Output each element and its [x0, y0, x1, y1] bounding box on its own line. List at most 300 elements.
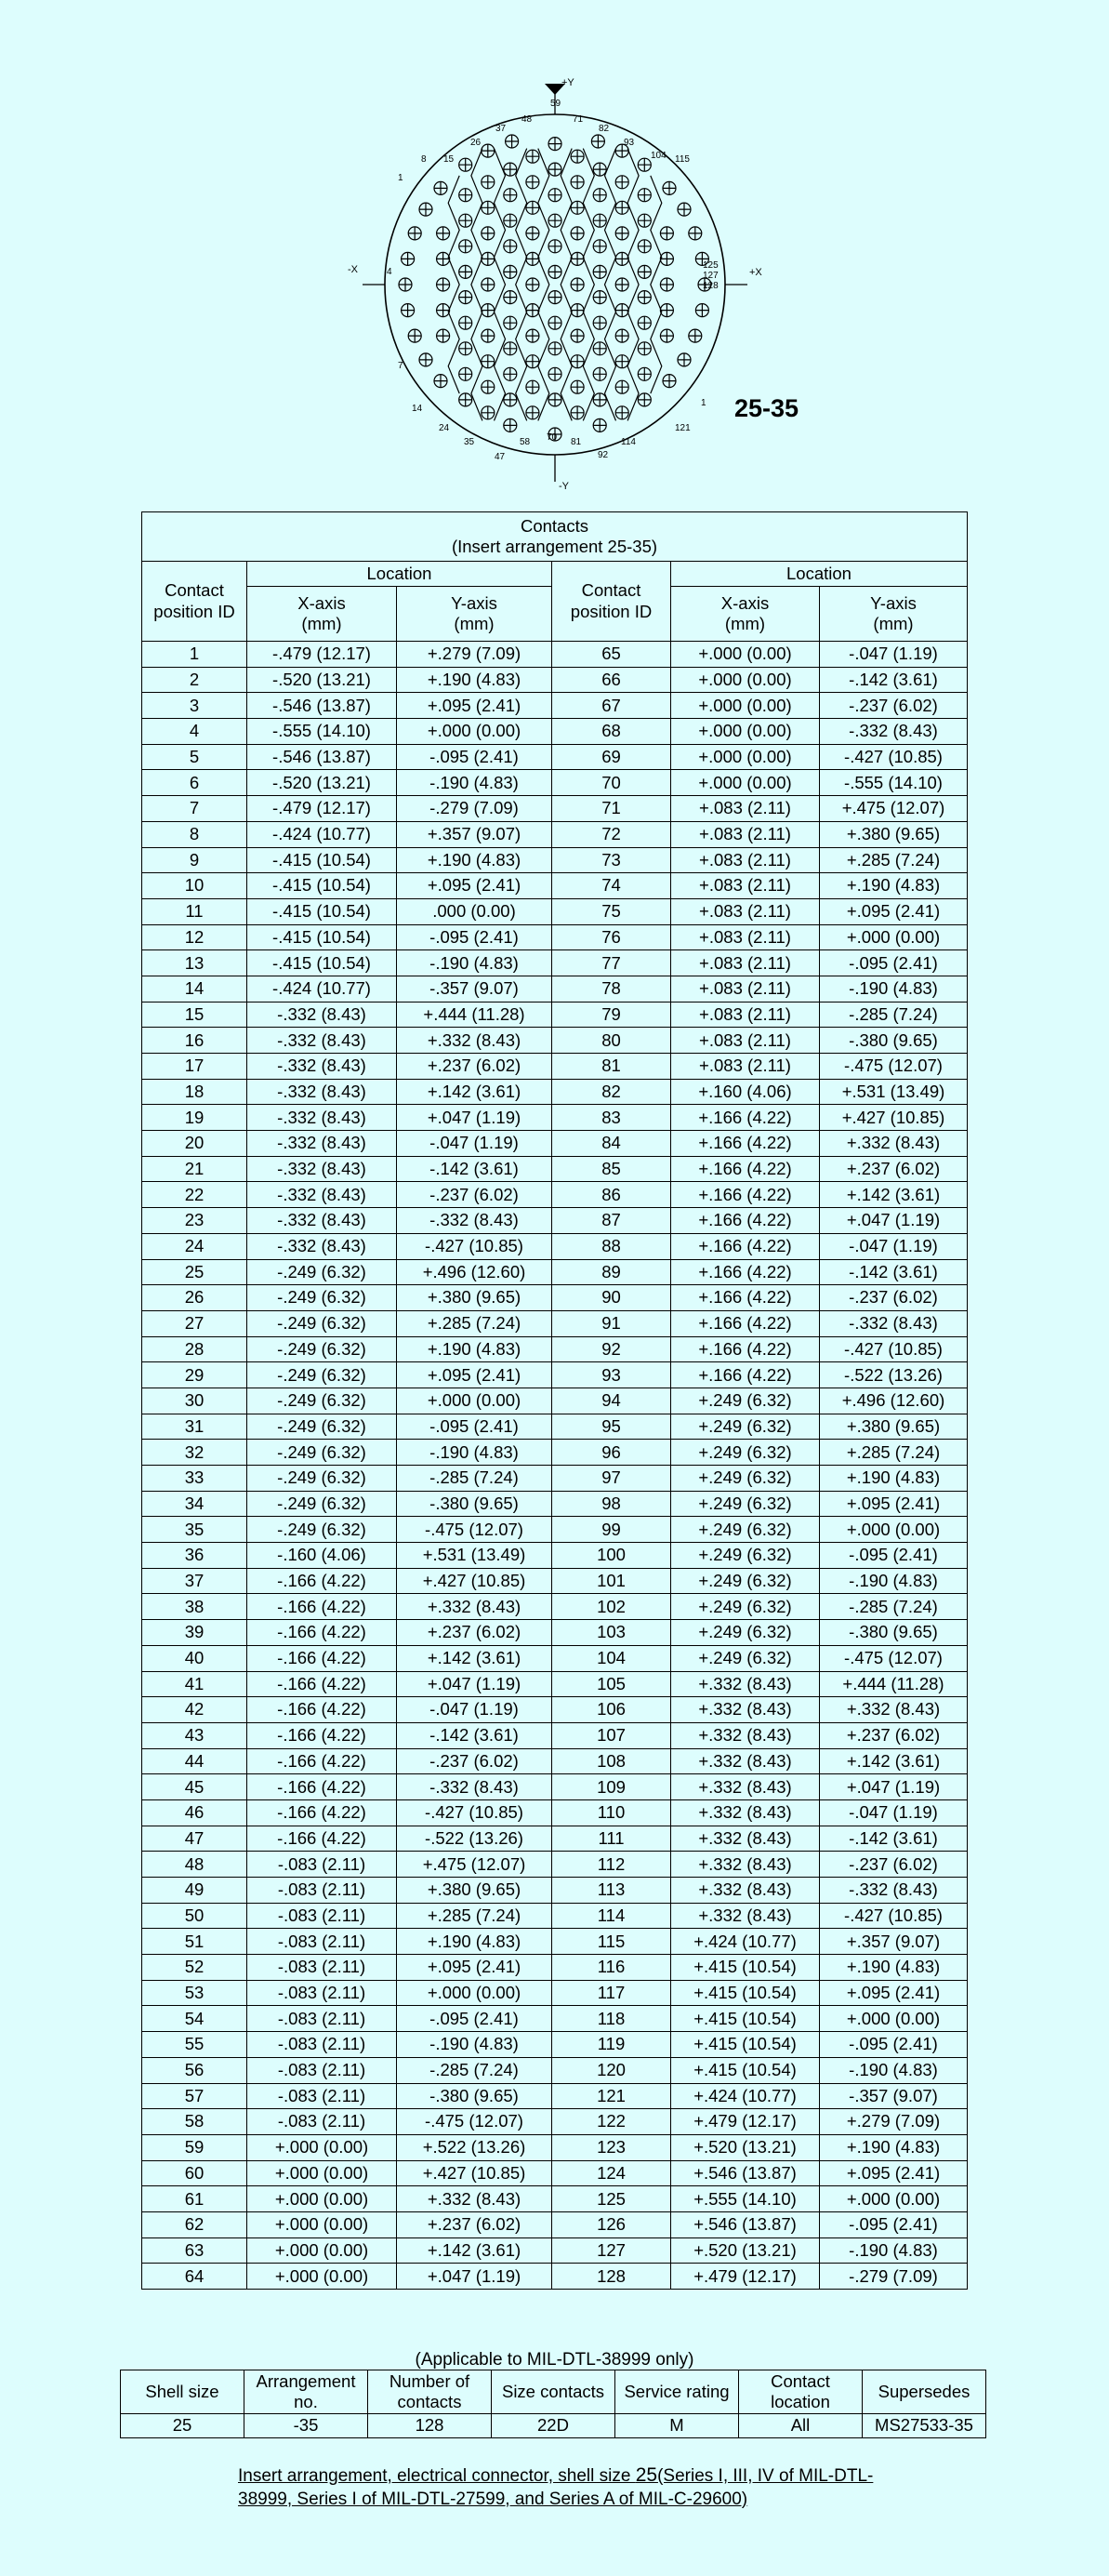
col-header-location-left: Location: [247, 562, 552, 587]
spec-value-service-rating: M: [615, 2414, 739, 2437]
table-row: [142, 1182, 968, 1208]
table-cell: -.190 (4.83): [397, 950, 552, 976]
table-cell: 47: [142, 1826, 247, 1852]
table-cell: -.095 (2.41): [820, 1543, 968, 1569]
table-title-cell: [142, 512, 968, 562]
table-cell: +.285 (7.24): [820, 1440, 968, 1466]
table-title: Contacts: [520, 515, 588, 536]
diag-num: 128: [703, 281, 719, 291]
table-cell: +.444 (11.28): [820, 1671, 968, 1697]
table-cell: 5: [142, 744, 247, 770]
table-cell: +.190 (4.83): [820, 1955, 968, 1981]
table-cell: -.285 (7.24): [820, 1594, 968, 1620]
table-cell: -.332 (8.43): [820, 1310, 968, 1336]
diag-num: 114: [621, 437, 636, 447]
table-cell: -.047 (1.19): [397, 1697, 552, 1723]
table-cell: 30: [142, 1388, 247, 1414]
table-cell: -.332 (8.43): [247, 1182, 397, 1208]
col-header-x-right: X-axis (mm): [671, 587, 820, 642]
table-cell: +.332 (8.43): [671, 1799, 820, 1826]
table-cell: -.249 (6.32): [247, 1517, 397, 1543]
diag-num: 93: [624, 138, 635, 148]
table-row: [142, 1826, 968, 1852]
table-cell: 40: [142, 1645, 247, 1671]
table-cell: +.415 (10.54): [671, 2057, 820, 2083]
table-cell: +.166 (4.22): [671, 1259, 820, 1285]
table-cell: -.332 (8.43): [247, 1233, 397, 1259]
table-row: [142, 2134, 968, 2160]
table-cell: -.083 (2.11): [247, 2032, 397, 2058]
table-cell: 106: [552, 1697, 671, 1723]
table-cell: +.000 (0.00): [671, 770, 820, 796]
contact-grid: [399, 135, 711, 441]
table-cell: -.190 (4.83): [397, 770, 552, 796]
table-cell: -.555 (14.10): [820, 770, 968, 796]
table-cell: 119: [552, 2032, 671, 2058]
diag-num: 82: [599, 124, 610, 134]
table-cell: 61: [142, 2186, 247, 2212]
table-cell: -.332 (8.43): [247, 1002, 397, 1028]
table-cell: -.237 (6.02): [820, 1852, 968, 1878]
table-row: [142, 2006, 968, 2032]
table-cell: -.249 (6.32): [247, 1336, 397, 1362]
table-cell: 97: [552, 1466, 671, 1492]
table-cell: +.166 (4.22): [671, 1156, 820, 1182]
table-cell: 60: [142, 2160, 247, 2186]
table-cell: -.332 (8.43): [247, 1079, 397, 1105]
table-row: [142, 898, 968, 924]
table-cell: +.095 (2.41): [820, 1980, 968, 2006]
table-cell: 43: [142, 1722, 247, 1748]
table-cell: +.142 (3.61): [820, 1182, 968, 1208]
table-cell: -.095 (2.41): [397, 924, 552, 950]
table-cell: +.142 (3.61): [397, 2237, 552, 2264]
table-cell: +.000 (0.00): [247, 2211, 397, 2237]
table-row: [142, 719, 968, 745]
table-cell: +.166 (4.22): [671, 1285, 820, 1311]
spec-header-service-rating: Service rating: [615, 2370, 739, 2414]
table-cell: 127: [552, 2237, 671, 2264]
table-cell: -.546 (13.87): [247, 744, 397, 770]
table-cell: +.142 (3.61): [820, 1748, 968, 1774]
table-cell: 65: [552, 642, 671, 668]
table-cell: +.357 (9.07): [397, 821, 552, 847]
table-cell: +.047 (1.19): [820, 1208, 968, 1234]
table-cell: +.000 (0.00): [820, 2006, 968, 2032]
table-row: [142, 2264, 968, 2290]
table-cell: 50: [142, 1903, 247, 1929]
table-cell: 90: [552, 1285, 671, 1311]
table-cell: -.190 (4.83): [820, 2057, 968, 2083]
table-cell: 1: [142, 642, 247, 668]
table-cell: +.237 (6.02): [820, 1156, 968, 1182]
col-header-y-right: Y-axis (mm): [820, 587, 968, 642]
table-cell: -.415 (10.54): [247, 898, 397, 924]
table-cell: -.427 (10.85): [820, 1903, 968, 1929]
spec-value-arrangement: -35: [244, 2414, 368, 2437]
table-cell: 88: [552, 1233, 671, 1259]
table-cell: +.166 (4.22): [671, 1336, 820, 1362]
diag-num: 71: [573, 114, 584, 125]
table-row: [142, 1748, 968, 1774]
table-cell: +.083 (2.11): [671, 821, 820, 847]
table-cell: -.237 (6.02): [397, 1182, 552, 1208]
table-cell: +.427 (10.85): [820, 1105, 968, 1131]
diag-num: 59: [550, 99, 561, 109]
table-cell: 77: [552, 950, 671, 976]
table-cell: +.190 (4.83): [397, 667, 552, 693]
table-cell: +.415 (10.54): [671, 1980, 820, 2006]
spec-header-row: [121, 2370, 986, 2414]
table-cell: -.083 (2.11): [247, 2006, 397, 2032]
table-cell: +.000 (0.00): [247, 2186, 397, 2212]
table-row: [142, 1131, 968, 1157]
table-cell: -.357 (9.07): [397, 976, 552, 1002]
col-header-id-right: Contact position ID: [552, 562, 671, 642]
diag-num: 15: [443, 154, 455, 165]
table-cell: +.047 (1.19): [820, 1774, 968, 1800]
table-cell: +.479 (12.17): [671, 2109, 820, 2135]
table-row: [142, 2057, 968, 2083]
col-header-location-right: Location: [671, 562, 968, 587]
table-cell: -.142 (3.61): [397, 1722, 552, 1748]
table-cell: 115: [552, 1929, 671, 1955]
table-row: [142, 796, 968, 822]
table-cell: -.415 (10.54): [247, 847, 397, 873]
table-cell: +.047 (1.19): [397, 1671, 552, 1697]
table-cell: +.083 (2.11): [671, 976, 820, 1002]
table-cell: 107: [552, 1722, 671, 1748]
table-cell: -.249 (6.32): [247, 1285, 397, 1311]
table-row: [142, 1980, 968, 2006]
table-cell: -.047 (1.19): [820, 1799, 968, 1826]
diag-num: 7: [398, 361, 403, 371]
table-row: [142, 2211, 968, 2237]
table-cell: 48: [142, 1852, 247, 1878]
axis-label-left: -X: [348, 264, 358, 275]
table-row: [142, 1878, 968, 1904]
table-cell: +.237 (6.02): [820, 1722, 968, 1748]
table-cell: 11: [142, 898, 247, 924]
table-cell: -.166 (4.22): [247, 1799, 397, 1826]
table-cell: +.000 (0.00): [397, 1388, 552, 1414]
table-cell: 55: [142, 2032, 247, 2058]
table-cell: -.249 (6.32): [247, 1466, 397, 1492]
col-header-x-left: X-axis (mm): [247, 587, 397, 642]
table-cell: -.332 (8.43): [397, 1208, 552, 1234]
table-cell: -.166 (4.22): [247, 1722, 397, 1748]
table-cell: -.520 (13.21): [247, 770, 397, 796]
table-cell: +.479 (12.17): [671, 2264, 820, 2290]
table-cell: 123: [552, 2134, 671, 2160]
table-cell: -.083 (2.11): [247, 1955, 397, 1981]
table-cell: +.083 (2.11): [671, 847, 820, 873]
table-row: [142, 1440, 968, 1466]
table-cell: -.083 (2.11): [247, 2109, 397, 2135]
table-cell: 91: [552, 1310, 671, 1336]
table-row: [142, 1568, 968, 1594]
table-row: [142, 1105, 968, 1131]
table-cell: 8: [142, 821, 247, 847]
table-cell: 18: [142, 1079, 247, 1105]
table-row: [142, 1722, 968, 1748]
table-cell: 103: [552, 1620, 671, 1646]
table-cell: 51: [142, 1929, 247, 1955]
table-cell: +.520 (13.21): [671, 2134, 820, 2160]
table-cell: 19: [142, 1105, 247, 1131]
applicability-note: (Applicable to MIL-DTL-38999 only): [415, 2350, 694, 2370]
table-cell: 21: [142, 1156, 247, 1182]
insert-zigzag-line: [583, 149, 594, 421]
table-cell: +.142 (3.61): [397, 1079, 552, 1105]
table-cell: 25: [142, 1259, 247, 1285]
table-cell: +.000 (0.00): [247, 2134, 397, 2160]
table-cell: -.190 (4.83): [820, 1568, 968, 1594]
table-cell: -.424 (10.77): [247, 976, 397, 1002]
table-cell: -.332 (8.43): [247, 1131, 397, 1157]
table-cell: 109: [552, 1774, 671, 1800]
table-cell: +.190 (4.83): [820, 1466, 968, 1492]
table-cell: +.332 (8.43): [671, 1748, 820, 1774]
table-cell: +.000 (0.00): [247, 2160, 397, 2186]
table-cell: -.520 (13.21): [247, 667, 397, 693]
table-cell: 73: [552, 847, 671, 873]
table-cell: -.522 (13.26): [397, 1826, 552, 1852]
spec-value-shell-size: 25: [121, 2414, 244, 2437]
table-cell: -.285 (7.24): [820, 1002, 968, 1028]
table-cell: -.095 (2.41): [820, 2211, 968, 2237]
insert-zigzag-line: [561, 149, 572, 421]
table-cell: +.522 (13.26): [397, 2134, 552, 2160]
table-cell: 76: [552, 924, 671, 950]
spec-value-row: [121, 2414, 986, 2437]
table-row: [142, 1285, 968, 1311]
table-cell: +.332 (8.43): [397, 1594, 552, 1620]
table-cell: +.520 (13.21): [671, 2237, 820, 2264]
table-cell: 63: [142, 2237, 247, 2264]
table-cell: +.475 (12.07): [820, 796, 968, 822]
table-cell: 83: [552, 1105, 671, 1131]
table-cell: 17: [142, 1054, 247, 1080]
table-cell: -.190 (4.83): [397, 1440, 552, 1466]
table-row: [142, 1079, 968, 1105]
table-cell: +.000 (0.00): [671, 642, 820, 668]
axis-label-bottom: -Y: [559, 481, 569, 492]
table-cell: 96: [552, 1440, 671, 1466]
table-row: [142, 2237, 968, 2264]
table-cell: -.380 (9.65): [820, 1028, 968, 1054]
table-cell: -.083 (2.11): [247, 1852, 397, 1878]
table-cell: +.332 (8.43): [671, 1671, 820, 1697]
table-cell: 9: [142, 847, 247, 873]
table-cell: 72: [552, 821, 671, 847]
col-header-y-left: Y-axis (mm): [397, 587, 552, 642]
table-cell: -.166 (4.22): [247, 1748, 397, 1774]
table-cell: +.083 (2.11): [671, 1028, 820, 1054]
table-cell: -.249 (6.32): [247, 1440, 397, 1466]
table-cell: -.047 (1.19): [820, 1233, 968, 1259]
table-cell: 12: [142, 924, 247, 950]
caption-suffix: (Series I, III, IV of MIL-DTL-38999, Series I of MIL-DTL-27599, and Series A of MIL-C-29600): [238, 2466, 874, 2509]
table-cell: +.190 (4.83): [397, 1929, 552, 1955]
table-cell: +.000 (0.00): [671, 693, 820, 719]
table-cell: +.000 (0.00): [671, 667, 820, 693]
table-cell: +.166 (4.22): [671, 1105, 820, 1131]
diag-num: 1: [701, 398, 706, 408]
table-cell: 116: [552, 1955, 671, 1981]
table-cell: -.142 (3.61): [820, 1259, 968, 1285]
diag-num: 70: [547, 432, 558, 443]
table-cell: +.166 (4.22): [671, 1182, 820, 1208]
table-cell: +.237 (6.02): [397, 1054, 552, 1080]
spec-value-contact-location: All: [739, 2414, 863, 2437]
table-row: [142, 1774, 968, 1800]
table-cell: +.249 (6.32): [671, 1594, 820, 1620]
table-cell: +.427 (10.85): [397, 2160, 552, 2186]
table-cell: 67: [552, 693, 671, 719]
table-cell: 41: [142, 1671, 247, 1697]
table-cell: -.332 (8.43): [247, 1105, 397, 1131]
caption-prefix: Insert arrangement, electrical connector, shell size: [238, 2466, 636, 2486]
table-cell: +.083 (2.11): [671, 796, 820, 822]
table-cell: -.249 (6.32): [247, 1362, 397, 1388]
table-cell: -.237 (6.02): [820, 1285, 968, 1311]
table-cell: +.095 (2.41): [397, 873, 552, 899]
table-row: [142, 1233, 968, 1259]
table-cell: +.000 (0.00): [671, 744, 820, 770]
table-row: [142, 744, 968, 770]
table-cell: 36: [142, 1543, 247, 1569]
table-cell: 35: [142, 1517, 247, 1543]
table-cell: +.000 (0.00): [397, 1980, 552, 2006]
table-cell: -.555 (14.10): [247, 719, 397, 745]
table-cell: 31: [142, 1414, 247, 1440]
table-cell: +.095 (2.41): [397, 693, 552, 719]
table-cell: +.415 (10.54): [671, 1955, 820, 1981]
table-cell: +.083 (2.11): [671, 924, 820, 950]
table-cell: -.166 (4.22): [247, 1645, 397, 1671]
table-cell: 23: [142, 1208, 247, 1234]
table-cell: 6: [142, 770, 247, 796]
diag-num: 35: [464, 437, 475, 447]
table-cell: -.479 (12.17): [247, 642, 397, 668]
table-cell: +.444 (11.28): [397, 1002, 552, 1028]
table-cell: 110: [552, 1799, 671, 1826]
table-cell: +.095 (2.41): [820, 898, 968, 924]
diag-num: 115: [675, 154, 690, 165]
table-cell: 75: [552, 898, 671, 924]
table-cell: +.083 (2.11): [671, 950, 820, 976]
table-cell: +.083 (2.11): [671, 1054, 820, 1080]
table-cell: +.095 (2.41): [820, 2160, 968, 2186]
table-cell: 81: [552, 1054, 671, 1080]
table-cell: -.166 (4.22): [247, 1826, 397, 1852]
table-cell: 39: [142, 1620, 247, 1646]
diag-num: 81: [571, 437, 582, 447]
table-cell: 27: [142, 1310, 247, 1336]
table-cell: +.332 (8.43): [671, 1852, 820, 1878]
table-cell: +.166 (4.22): [671, 1208, 820, 1234]
table-cell: +.332 (8.43): [671, 1878, 820, 1904]
table-cell: +.380 (9.65): [820, 1414, 968, 1440]
table-row: [142, 2032, 968, 2058]
table-cell: 29: [142, 1362, 247, 1388]
table-cell: -.332 (8.43): [247, 1208, 397, 1234]
table-cell: +.475 (12.07): [397, 1852, 552, 1878]
table-row: [142, 667, 968, 693]
table-row: [142, 1362, 968, 1388]
diag-num: 127: [703, 271, 719, 281]
table-cell: -.332 (8.43): [247, 1156, 397, 1182]
spec-table: [120, 2370, 986, 2438]
table-row: [142, 1517, 968, 1543]
table-cell: 82: [552, 1079, 671, 1105]
table-cell: 46: [142, 1799, 247, 1826]
table-row: [142, 1054, 968, 1080]
table-cell: -.083 (2.11): [247, 1980, 397, 2006]
table-row: [142, 1955, 968, 1981]
table-cell: 100: [552, 1543, 671, 1569]
table-cell: +.000 (0.00): [397, 719, 552, 745]
table-row: [142, 1697, 968, 1723]
contacts-table-body: [142, 642, 968, 2290]
table-cell: 37: [142, 1568, 247, 1594]
table-cell: 94: [552, 1388, 671, 1414]
table-cell: -.522 (13.26): [820, 1362, 968, 1388]
arrangement-label: 25-35: [734, 394, 799, 422]
table-cell: +.047 (1.19): [397, 1105, 552, 1131]
table-row: [142, 1336, 968, 1362]
table-cell: +.083 (2.11): [671, 1002, 820, 1028]
table-cell: 32: [142, 1440, 247, 1466]
table-cell: 74: [552, 873, 671, 899]
diag-num: 1: [398, 173, 403, 183]
table-cell: +.332 (8.43): [397, 1028, 552, 1054]
table-cell: 57: [142, 2083, 247, 2109]
table-row: [142, 770, 968, 796]
table-cell: +.332 (8.43): [820, 1131, 968, 1157]
table-cell: 70: [552, 770, 671, 796]
table-cell: +.285 (7.24): [397, 1903, 552, 1929]
table-cell: 104: [552, 1645, 671, 1671]
table-cell: -.279 (7.09): [820, 2264, 968, 2290]
table-cell: 84: [552, 1131, 671, 1157]
table-row: [142, 1594, 968, 1620]
table-cell: -.083 (2.11): [247, 2083, 397, 2109]
table-cell: -.190 (4.83): [820, 976, 968, 1002]
table-cell: -.249 (6.32): [247, 1414, 397, 1440]
insert-zigzag-line: [471, 149, 482, 421]
table-row: [142, 1645, 968, 1671]
table-cell: +.496 (12.60): [820, 1388, 968, 1414]
table-cell: 52: [142, 1955, 247, 1981]
table-cell: +.380 (9.65): [397, 1285, 552, 1311]
table-cell: -.047 (1.19): [820, 642, 968, 668]
table-cell: 98: [552, 1491, 671, 1517]
table-cell: +.000 (0.00): [820, 2186, 968, 2212]
diag-num: 47: [495, 452, 506, 462]
table-cell: +.424 (10.77): [671, 1929, 820, 1955]
table-cell: 28: [142, 1336, 247, 1362]
table-cell: 120: [552, 2057, 671, 2083]
table-cell: -.237 (6.02): [820, 693, 968, 719]
table-cell: -.380 (9.65): [397, 1491, 552, 1517]
table-cell: +.249 (6.32): [671, 1568, 820, 1594]
table-cell: +.279 (7.09): [820, 2109, 968, 2135]
table-cell: 121: [552, 2083, 671, 2109]
table-cell: -.249 (6.32): [247, 1491, 397, 1517]
table-row: [142, 1799, 968, 1826]
